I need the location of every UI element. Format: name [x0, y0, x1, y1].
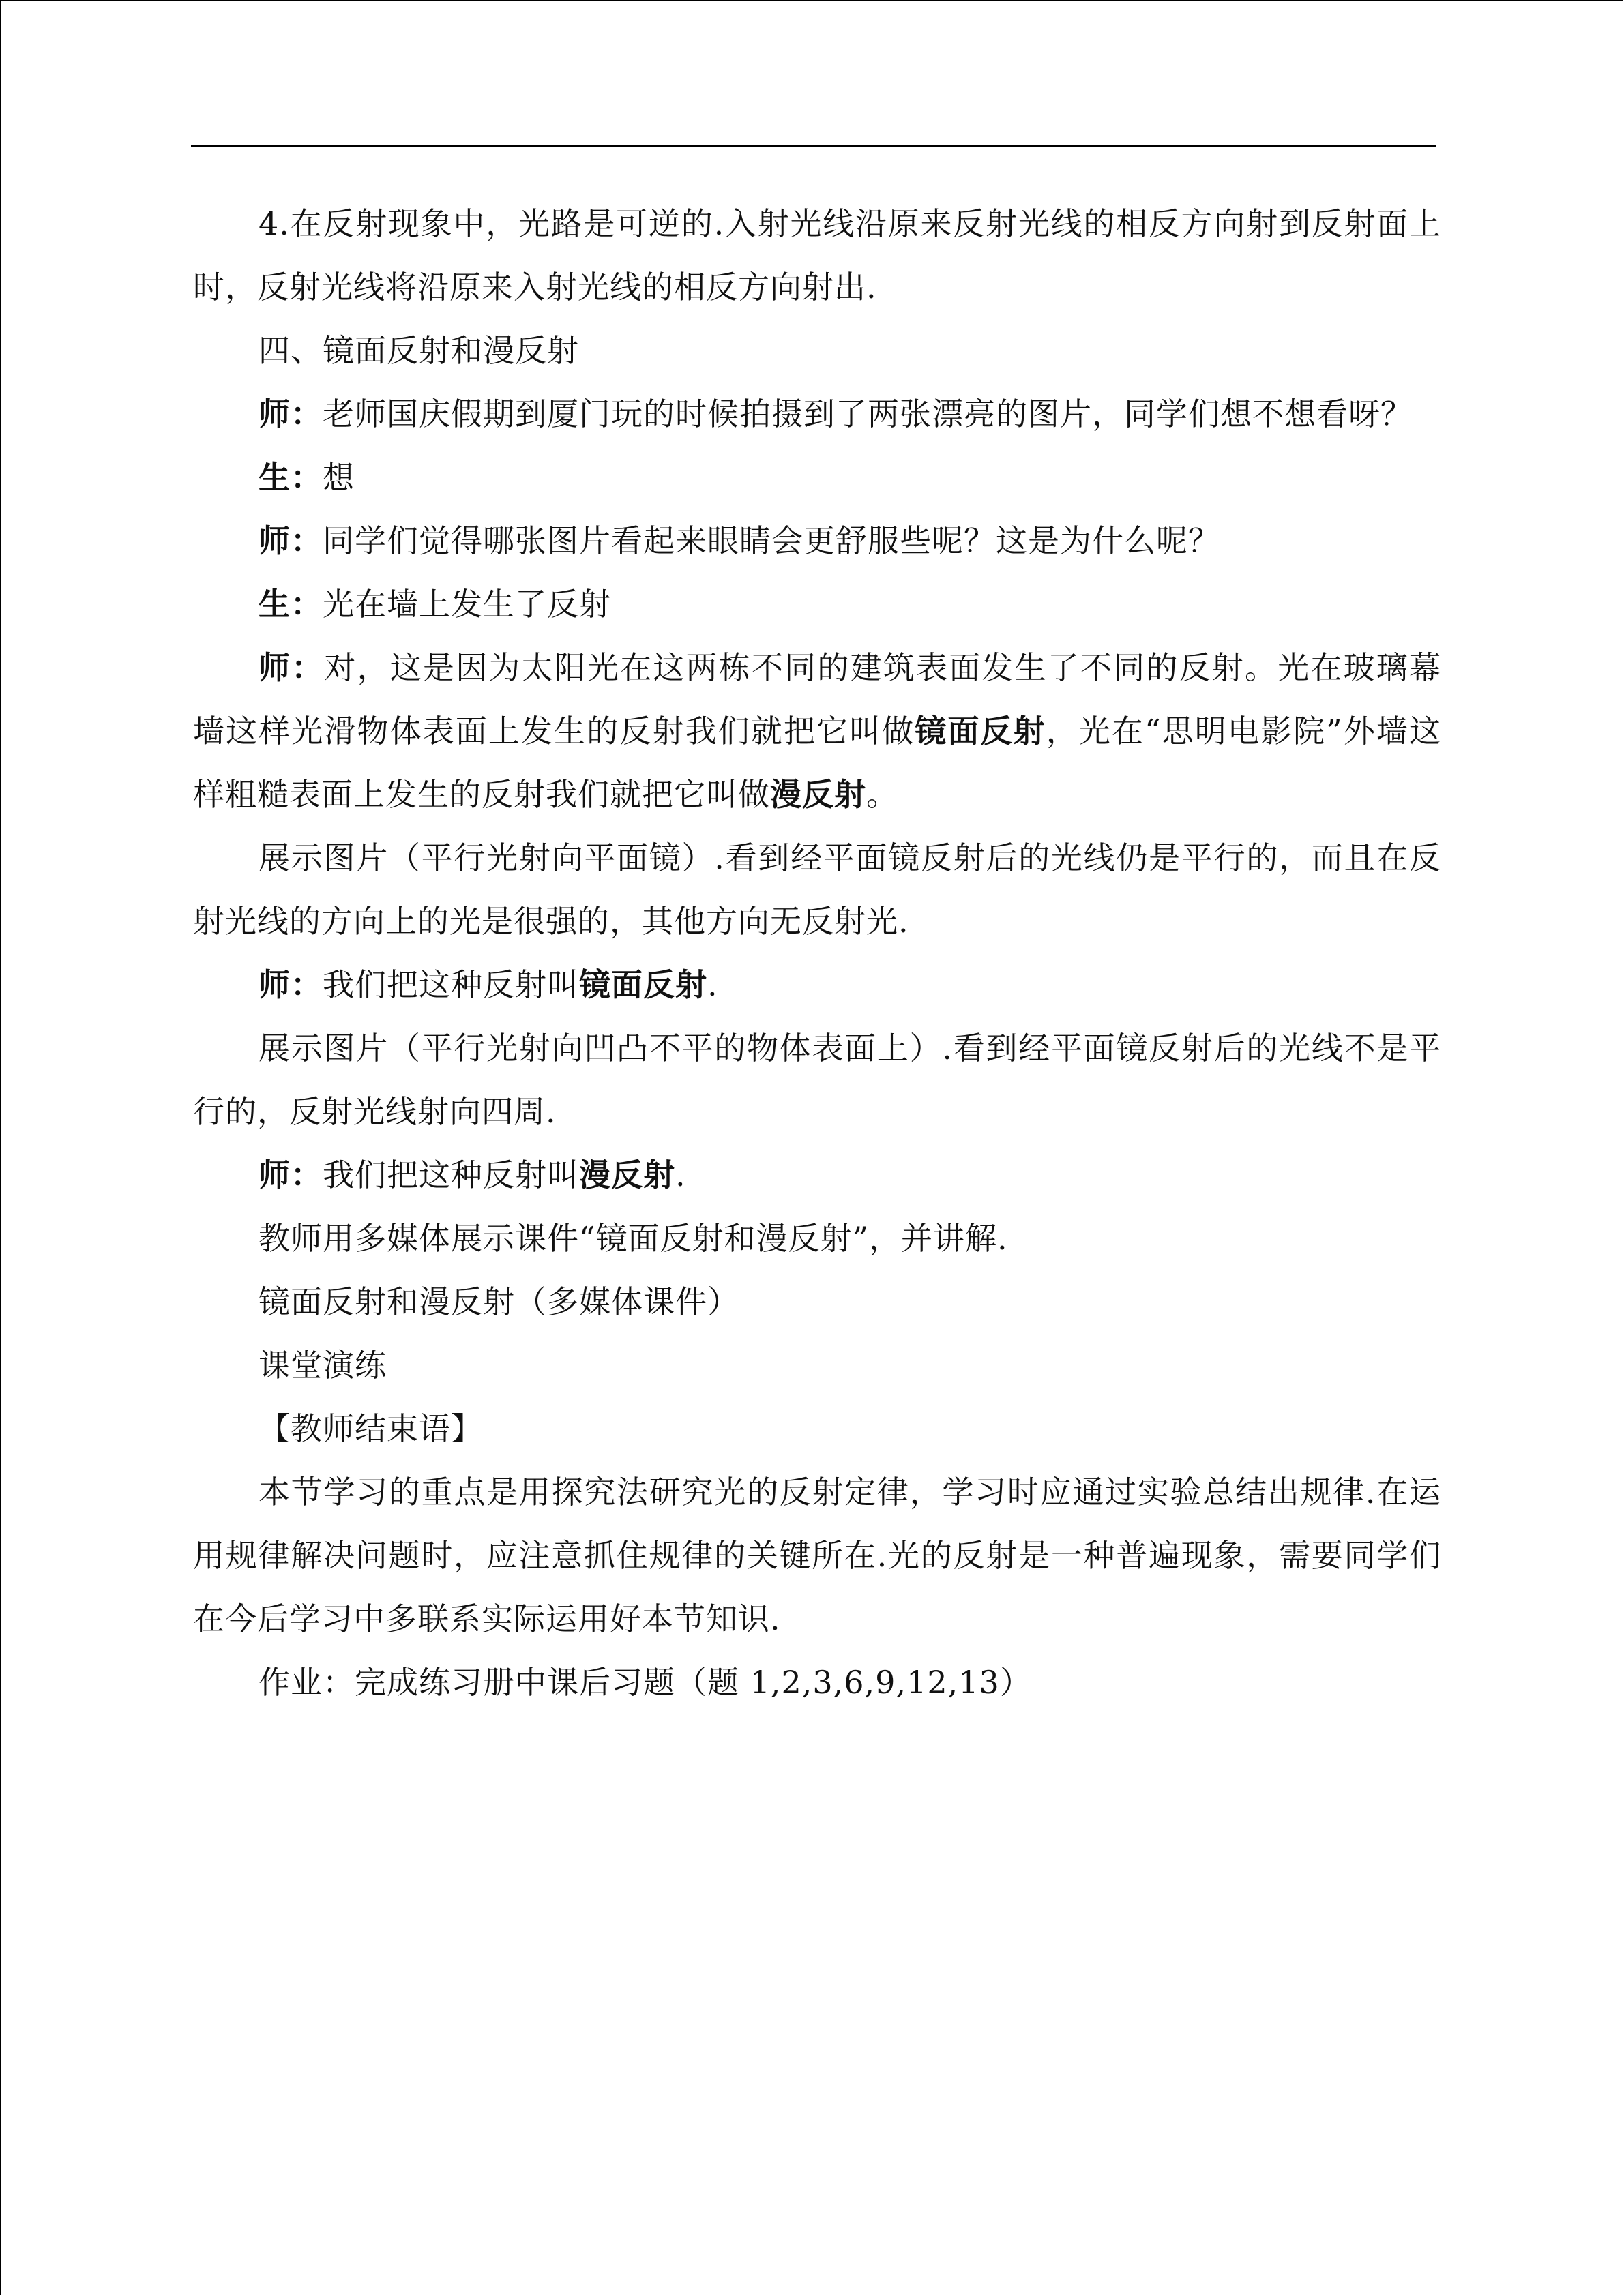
paragraph-text: 4.在反射现象中，光路是可逆的.入射光线沿原来反射光线的相反方向射到反射面上时，反射光线将沿原来入射光线的相反方向射出. [193, 205, 1441, 305]
term-specular-reflection: 镜面反射 [579, 966, 707, 1003]
closing-heading [193, 1397, 1441, 1461]
dialogue-text: ，光在“思明电影院”外墙这样粗糙表面上发生的反射我们就把它叫做 [193, 713, 1442, 813]
dialogue-text: 光在墙上发生了反射 [323, 586, 611, 623]
dialogue-line [193, 573, 1441, 636]
section-heading-text: 四、镜面反射和漫反射 [259, 332, 579, 369]
homework-text: 作业：完成练习册中课后习题（题 1,2,3,6,9,12,13） [259, 1664, 1032, 1701]
paragraph-reversibility [193, 192, 1441, 319]
dialogue-text: 同学们觉得哪张图片看起来眼睛会更舒服些呢？这是为什么呢？ [323, 522, 1220, 559]
paragraph-text-block [193, 1017, 1441, 1144]
section-heading [193, 319, 1441, 383]
speaker-label: 师： [259, 396, 323, 432]
dialogue-text: 想 [323, 459, 355, 496]
paragraph-text-block [193, 1207, 1441, 1270]
dialogue-text: . [707, 966, 718, 1003]
dialogue-text: 我们把这种反射叫 [323, 1157, 579, 1193]
dialogue-text: . [675, 1157, 686, 1193]
dialogue-line [193, 636, 1441, 826]
dialogue-text: 我们把这种反射叫 [323, 966, 579, 1003]
header-rule [191, 145, 1436, 147]
paragraph-text-block [193, 1334, 1441, 1397]
paragraph-text: 展示图片（平行光射向凹凸不平的物体表面上）.看到经平面镜反射后的光线不是平行的，反射光线射向四周. [193, 1030, 1441, 1130]
dialogue-line [193, 1144, 1441, 1207]
paragraph-text: 展示图片（平行光射向平面镜）.看到经平面镜反射后的光线仍是平行的，而且在反射光线的方向上的光是很强的，其他方向无反射光. [193, 839, 1441, 940]
paragraph-text: 教师用多媒体展示课件“镜面反射和漫反射”，并讲解. [259, 1220, 1008, 1257]
paragraph-text: 课堂演练 [259, 1347, 387, 1384]
term-diffuse-reflection: 漫反射 [579, 1157, 675, 1193]
dialogue-text: 老师国庆假期到厦门玩的时候拍摄到了两张漂亮的图片，同学们想不想看呀？ [323, 396, 1413, 432]
speaker-label: 生： [259, 586, 323, 623]
document-body [193, 192, 1441, 1714]
speaker-label: 生： [259, 459, 323, 496]
term-specular-reflection: 镜面反射 [915, 713, 1046, 749]
dialogue-line [193, 446, 1441, 509]
paragraph-text-block [193, 1270, 1441, 1334]
dialogue-line [193, 509, 1441, 573]
term-diffuse-reflection: 漫反射 [770, 776, 866, 813]
dialogue-text: 。 [866, 776, 898, 813]
paragraph-text: 镜面反射和漫反射（多媒体课件） [259, 1283, 739, 1320]
dialogue-line [193, 953, 1441, 1017]
dialogue-line [193, 383, 1441, 446]
paragraph-text: 本节学习的重点是用探究法研究光的反射定律，学习时应通过实验总结出规律.在运用规律解决问题时，应注意抓住规律的关键所在.光的反射是一种普遍现象，需要同学们在今后学习中多联系实际运用好本节知识. [193, 1474, 1441, 1637]
speaker-label: 师： [259, 649, 325, 686]
closing-summary [193, 1461, 1441, 1651]
speaker-label: 师： [259, 1157, 323, 1193]
speaker-label: 师： [259, 966, 323, 1003]
paragraph-text-block [193, 826, 1441, 953]
dialogue-text: 对，这是因为太阳光在这两栋不同的建筑表面发生了不同的反射。光在玻璃幕墙这样光滑物体表面上发生的反射我们就把它叫做 [193, 649, 1442, 749]
homework-line [193, 1651, 1441, 1714]
closing-heading-text: 【教师结束语】 [259, 1410, 483, 1447]
speaker-label: 师： [259, 522, 323, 559]
